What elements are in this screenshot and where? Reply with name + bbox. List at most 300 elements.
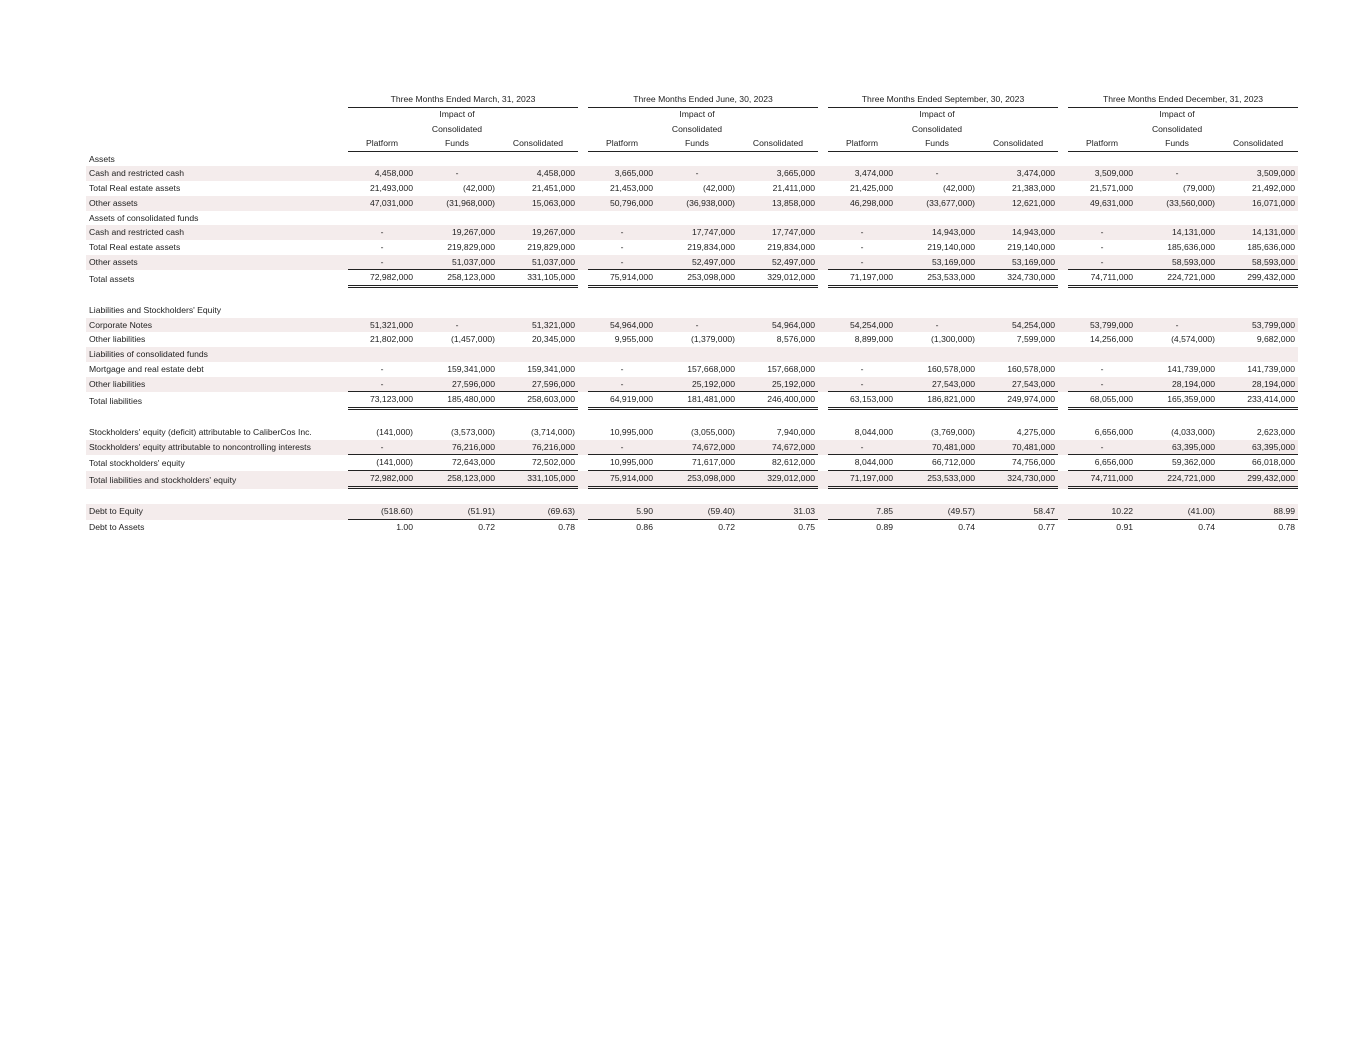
empty-cell: [588, 303, 656, 318]
column-header-platform: Platform: [348, 137, 416, 152]
table-cell: 185,480,000: [416, 392, 498, 410]
gap: [818, 318, 828, 333]
empty-cell: [978, 303, 1058, 318]
table-cell: 53,169,000: [896, 255, 978, 271]
table-cell: 54,964,000: [738, 318, 818, 333]
table-cell: 2,623,000: [1256, 427, 1296, 437]
table-cell: 12,621,000: [978, 196, 1058, 211]
table-cell: 299,432,000: [1218, 270, 1298, 288]
table-cell: 3,665,000: [588, 166, 656, 181]
empty-cell: [978, 211, 1058, 226]
table-cell: 160,578,000: [927, 363, 976, 374]
table-cell: 88.99: [1218, 504, 1298, 520]
gap: [578, 270, 588, 288]
table-cell: 6,656,000: [1068, 455, 1136, 471]
table-cell: (1,379,000): [691, 334, 735, 345]
table-cell: (141,000): [376, 427, 413, 437]
empty-cell: [588, 152, 656, 167]
column-header-row-2: [86, 122, 1298, 137]
table-cell: 17,747,000: [738, 225, 818, 240]
gap: [578, 520, 588, 535]
gap: [578, 303, 588, 318]
table-cell: -: [588, 377, 656, 393]
empty-cell: [1068, 211, 1136, 226]
table-cell: 75,914,000: [588, 471, 656, 489]
table-cell: 21,493,000: [369, 183, 413, 194]
gap: [578, 504, 588, 520]
gap: [1058, 255, 1068, 271]
empty-cell: [1218, 152, 1298, 167]
period-header-q4: Three Months Ended December, 31, 2023: [1068, 93, 1298, 108]
table-cell: 50,796,000: [588, 196, 656, 211]
empty-cell: [1218, 303, 1298, 318]
table-cell: (31,968,000): [416, 196, 498, 211]
empty-cell: [348, 152, 416, 167]
table-cell: 141,739,000: [1247, 363, 1296, 374]
table-cell: -: [348, 255, 416, 271]
table-cell: -: [828, 377, 896, 393]
column-header-impact-line1: Impact of: [679, 109, 715, 120]
table-cell: 72,502,000: [498, 455, 578, 471]
column-header-blank: [588, 108, 656, 123]
table-cell: 27,596,000: [416, 377, 498, 393]
section-heading: Assets: [89, 153, 115, 164]
table-cell: 51,321,000: [348, 318, 416, 333]
empty-cell: [348, 347, 416, 362]
row-label: Total assets: [89, 273, 135, 284]
table-cell: 6,656,000: [1094, 427, 1134, 437]
table-cell: 71,617,000: [656, 455, 738, 471]
table-cell: 75,914,000: [588, 270, 656, 288]
table-cell: 76,216,000: [416, 440, 498, 456]
table-row: [86, 471, 1298, 489]
row-label: Total Real estate assets: [89, 183, 181, 194]
table-cell: -: [828, 440, 896, 456]
table-cell: 21,411,000: [772, 183, 816, 194]
gap: [578, 152, 588, 167]
table-row: [86, 225, 1298, 240]
gap: [1058, 211, 1068, 226]
gap: [1058, 362, 1068, 377]
table-cell: 68,055,000: [1068, 392, 1136, 410]
row-label: Mortgage and real estate debt: [89, 363, 204, 374]
empty-cell: [1136, 152, 1218, 167]
period-header-q1: Three Months Ended March, 31, 2023: [348, 93, 578, 108]
table-cell: 74,672,000: [656, 440, 738, 456]
table-row: [86, 255, 1298, 271]
table-cell: 31.03: [738, 504, 818, 520]
gap: [578, 332, 588, 347]
gap: [1058, 181, 1068, 196]
table-cell: -: [380, 363, 384, 374]
table-cell: 258,123,000: [416, 270, 498, 288]
table-cell: (1,457,000): [451, 334, 495, 345]
gap: [1058, 504, 1068, 520]
empty-cell: [828, 211, 896, 226]
period-header-q2: Three Months Ended June, 30, 2023: [588, 93, 818, 108]
column-header-blank: [1068, 122, 1136, 137]
table-cell: 4,458,000: [348, 166, 416, 181]
gap: [578, 122, 588, 137]
table-cell: 15,063,000: [498, 196, 578, 211]
table-cell: 74,711,000: [1068, 270, 1136, 288]
gap: [818, 240, 828, 255]
empty-cell: [896, 347, 978, 362]
table-cell: -: [1068, 440, 1136, 456]
table-cell: 329,012,000: [738, 471, 818, 489]
empty-cell: [498, 347, 578, 362]
gap: [1058, 270, 1068, 288]
table-cell: 51,037,000: [498, 255, 578, 271]
gap: [578, 255, 588, 271]
empty-cell: [978, 152, 1058, 167]
column-header-blank: [498, 122, 578, 137]
table-cell: 63,153,000: [828, 392, 896, 410]
table-cell: 299,432,000: [1218, 471, 1298, 489]
column-header-impact-line3: Funds: [1136, 137, 1218, 152]
table-cell: 185,636,000: [1247, 241, 1296, 252]
table-cell: 0.78: [1278, 521, 1296, 532]
empty-cell: [738, 303, 818, 318]
gap: [1058, 166, 1068, 181]
empty-cell: [498, 152, 578, 167]
table-cell: 0.75: [798, 521, 816, 532]
column-header-impact-line1: Impact of: [919, 109, 955, 120]
column-header-blank: [588, 122, 656, 137]
table-cell: (33,677,000): [896, 196, 978, 211]
column-header-consolidated: Consolidated: [1218, 137, 1298, 152]
spacer-row: [86, 288, 1298, 303]
gap: [818, 425, 828, 440]
table-cell: 72,643,000: [416, 455, 498, 471]
gap: [1058, 377, 1068, 393]
table-cell: 63,395,000: [1136, 440, 1218, 456]
empty-cell: [738, 211, 818, 226]
table-cell: 8,044,000: [854, 427, 894, 437]
column-header-row-3: [86, 137, 1298, 152]
table-cell: -: [1068, 225, 1136, 240]
empty-cell: [588, 347, 656, 362]
table-cell: 4,458,000: [498, 166, 578, 181]
gap: [1058, 440, 1068, 456]
table-cell: 46,298,000: [828, 196, 896, 211]
table-cell: (69.63): [498, 504, 578, 520]
gap: [818, 181, 828, 196]
blank-header: [86, 108, 348, 123]
table-row: [86, 181, 1298, 196]
gap: [818, 270, 828, 288]
empty-cell: [1068, 303, 1136, 318]
table-row: [86, 377, 1298, 393]
empty-cell: [416, 152, 498, 167]
section-row: [86, 303, 1298, 318]
gap: [1058, 152, 1068, 167]
table-cell: 0.78: [558, 521, 575, 532]
gap: [578, 108, 588, 123]
row-label: Stockholders' equity attributable to noncontrolling interests: [86, 440, 348, 456]
table-cell: -: [656, 166, 738, 181]
table-cell: 141,739,000: [1167, 363, 1216, 374]
table-cell: -: [380, 241, 384, 252]
table-cell: 52,497,000: [738, 255, 818, 271]
column-header-blank: [1218, 122, 1298, 137]
gap: [1058, 520, 1068, 535]
table-cell: -: [416, 166, 498, 181]
table-cell: 72,982,000: [348, 270, 416, 288]
table-cell: -: [1068, 377, 1136, 393]
table-cell: 27,543,000: [978, 377, 1058, 393]
table-cell: (4,033,000): [1171, 427, 1216, 437]
column-header-platform: Platform: [828, 137, 896, 152]
gap: [578, 362, 588, 377]
gap: [578, 440, 588, 456]
table-cell: 21,492,000: [1252, 183, 1296, 194]
period-header-row: [86, 93, 1298, 108]
gap: [818, 440, 828, 456]
gap: [818, 332, 828, 347]
table-cell: 8,899,000: [854, 334, 894, 345]
empty-cell: [416, 303, 498, 318]
table-cell: 9,955,000: [614, 334, 653, 345]
gap: [1058, 332, 1068, 347]
column-header-blank: [738, 108, 818, 123]
table-cell: 20,345,000: [531, 334, 575, 345]
table-cell: 7,599,000: [1016, 334, 1056, 345]
table-cell: -: [1136, 318, 1218, 333]
gap: [818, 377, 828, 393]
table-cell: (3,769,000): [931, 427, 976, 437]
table-cell: 74,672,000: [738, 440, 818, 456]
table-row: [86, 440, 1298, 456]
section-row: [86, 347, 1298, 362]
table-cell: (141,000): [348, 455, 416, 471]
column-header-blank: [828, 108, 896, 123]
table-cell: 73,123,000: [348, 392, 416, 410]
column-header-blank: [348, 108, 416, 123]
table-cell: 253,098,000: [656, 270, 738, 288]
table-cell: -: [860, 241, 864, 252]
table-cell: 14,943,000: [896, 225, 978, 240]
gap: [818, 166, 828, 181]
table-cell: 253,533,000: [896, 270, 978, 288]
table-cell: 51,321,000: [498, 318, 578, 333]
table-cell: 54,254,000: [978, 318, 1058, 333]
table-cell: 249,974,000: [978, 392, 1058, 410]
table-cell: 58,593,000: [1136, 255, 1218, 271]
table-cell: 70,481,000: [896, 440, 978, 456]
table-cell: -: [1136, 166, 1218, 181]
table-row: [86, 425, 1298, 440]
gap: [818, 455, 828, 471]
table-cell: 0.74: [1198, 521, 1216, 532]
gap: [818, 152, 828, 167]
table-cell: 219,829,000: [527, 241, 575, 252]
table-cell: 185,636,000: [1167, 241, 1216, 252]
table-cell: 82,612,000: [738, 455, 818, 471]
gap: [818, 504, 828, 520]
table-cell: 253,098,000: [656, 471, 738, 489]
gap: [578, 240, 588, 255]
column-header-blank: [348, 122, 416, 137]
table-cell: (49.57): [896, 504, 978, 520]
row-label: Cash and restricted cash: [86, 225, 348, 240]
gap: [578, 318, 588, 333]
table-cell: 28,194,000: [1136, 377, 1218, 393]
table-cell: 0.72: [718, 521, 735, 532]
section-row: [86, 152, 1298, 167]
empty-cell: [896, 211, 978, 226]
table-cell: (1,300,000): [931, 334, 976, 345]
row-label: Debt to Assets: [89, 521, 145, 532]
empty-cell: [1136, 211, 1218, 226]
empty-cell: [896, 152, 978, 167]
table-cell: 64,919,000: [588, 392, 656, 410]
table-cell: 10,995,000: [609, 427, 653, 437]
table-cell: (51.91): [416, 504, 498, 520]
gap: [818, 225, 828, 240]
gap: [578, 455, 588, 471]
table-cell: 53,799,000: [1218, 318, 1298, 333]
empty-cell: [738, 152, 818, 167]
empty-cell: [1068, 152, 1136, 167]
table-row: [86, 504, 1298, 520]
empty-cell: [896, 303, 978, 318]
gap: [1058, 303, 1068, 318]
table-cell: 7.85: [828, 504, 896, 520]
table-cell: 21,802,000: [369, 334, 413, 345]
row-label: Other liabilities: [86, 377, 348, 393]
empty-cell: [416, 211, 498, 226]
blank-header: [86, 93, 348, 108]
table-cell: 17,747,000: [656, 225, 738, 240]
column-header-blank: [978, 108, 1058, 123]
table-cell: 19,267,000: [416, 225, 498, 240]
table-cell: 253,533,000: [896, 471, 978, 489]
gap: [818, 255, 828, 271]
gap: [1058, 455, 1068, 471]
gap: [1058, 318, 1068, 333]
table-cell: 53,799,000: [1068, 318, 1136, 333]
gap: [818, 520, 828, 535]
table-cell: 10,995,000: [588, 455, 656, 471]
table-cell: -: [588, 440, 656, 456]
gap: [1058, 425, 1068, 440]
row-label: Other assets: [86, 196, 348, 211]
table-cell: 66,018,000: [1218, 455, 1298, 471]
row-label: Total stockholders' equity: [89, 457, 185, 468]
empty-cell: [348, 211, 416, 226]
table-cell: 14,131,000: [1136, 225, 1218, 240]
column-header-impact-line3: Funds: [416, 137, 498, 152]
table-row: [86, 392, 1298, 410]
table-cell: 66,712,000: [896, 455, 978, 471]
table-row: [86, 240, 1298, 255]
table-cell: 13,858,000: [738, 196, 818, 211]
table-cell: 3,474,000: [828, 166, 896, 181]
gap: [818, 471, 828, 489]
column-header-blank: [1218, 108, 1298, 123]
table-cell: 329,012,000: [738, 270, 818, 288]
row-label: Other liabilities: [89, 334, 146, 345]
column-header-blank: [738, 122, 818, 137]
row-label: Cash and restricted cash: [86, 166, 348, 181]
table-cell: -: [656, 318, 738, 333]
table-body: [86, 152, 1298, 534]
table-cell: 331,105,000: [498, 270, 578, 288]
gap: [1058, 347, 1068, 362]
gap: [578, 425, 588, 440]
balance-sheet: [86, 93, 1296, 534]
table-cell: 21,451,000: [531, 183, 575, 194]
table-cell: 1.00: [396, 521, 413, 532]
row-label: Debt to Equity: [86, 504, 348, 520]
column-header-blank: [978, 122, 1058, 137]
column-header-impact-line2: Consolidated: [671, 123, 723, 134]
table-cell: 51,037,000: [416, 255, 498, 271]
column-header-impact-line3: Funds: [896, 137, 978, 152]
column-header-consolidated: Consolidated: [498, 137, 578, 152]
empty-cell: [656, 347, 738, 362]
table-cell: 59,362,000: [1136, 455, 1218, 471]
period-header-q3: Three Months Ended September, 30, 2023: [828, 93, 1058, 108]
gap: [818, 347, 828, 362]
table-cell: 19,267,000: [498, 225, 578, 240]
empty-cell: [828, 152, 896, 167]
table-cell: -: [588, 225, 656, 240]
empty-cell: [416, 347, 498, 362]
column-header-blank: [498, 108, 578, 123]
table-cell: -: [620, 241, 624, 252]
gap: [818, 137, 828, 152]
table-cell: 224,721,000: [1136, 471, 1218, 489]
table-cell: (36,938,000): [656, 196, 738, 211]
column-header-consolidated: Consolidated: [738, 137, 818, 152]
table-cell: 258,603,000: [498, 392, 578, 410]
column-header-impact-line2: Consolidated: [431, 123, 483, 134]
table-cell: 258,123,000: [416, 471, 498, 489]
gap: [578, 137, 588, 152]
column-header-impact-line2: Consolidated: [911, 123, 963, 134]
table-row: [86, 520, 1298, 535]
gap: [578, 166, 588, 181]
table-cell: 9,682,000: [1256, 334, 1296, 345]
table-cell: 76,216,000: [498, 440, 578, 456]
table-cell: -: [588, 255, 656, 271]
spacer-row: [86, 489, 1298, 504]
table-cell: 219,140,000: [1007, 241, 1056, 252]
empty-cell: [828, 347, 896, 362]
table-cell: 21,425,000: [850, 183, 894, 194]
table-cell: (33,560,000): [1136, 196, 1218, 211]
column-header-impact-line3: Funds: [656, 137, 738, 152]
empty-cell: [1068, 347, 1136, 362]
table-cell: -: [348, 225, 416, 240]
table-cell: 0.86: [636, 521, 653, 532]
table-cell: 14,131,000: [1218, 225, 1298, 240]
table-row: [86, 270, 1298, 288]
financial-table: [86, 93, 1298, 534]
gap: [578, 471, 588, 489]
table-cell: -: [828, 225, 896, 240]
table-cell: 10.22: [1068, 504, 1136, 520]
table-cell: -: [416, 318, 498, 333]
table-cell: 324,730,000: [978, 471, 1058, 489]
table-cell: -: [1100, 363, 1104, 374]
table-cell: 324,730,000: [978, 270, 1058, 288]
table-cell: 219,834,000: [767, 241, 816, 252]
table-cell: 58,593,000: [1218, 255, 1298, 271]
table-cell: (59.40): [656, 504, 738, 520]
